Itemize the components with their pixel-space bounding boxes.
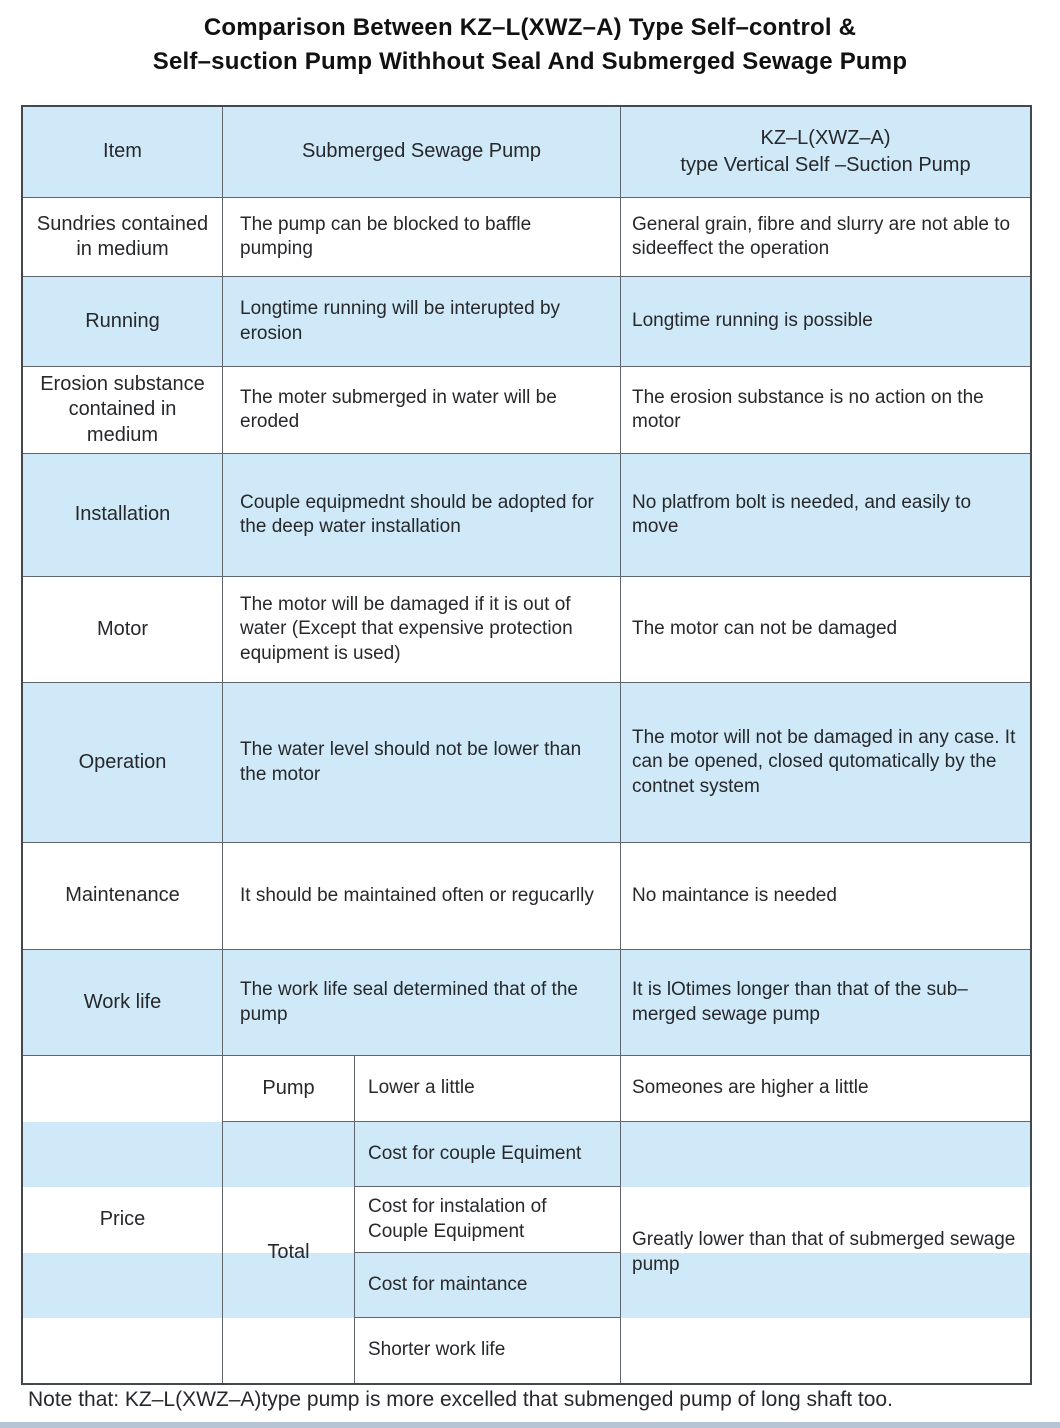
row-item-maintenance: [23, 843, 223, 950]
row-item-operation: [23, 683, 223, 843]
row-item-running: [23, 277, 223, 367]
cell-worklife-submerged: [223, 950, 621, 1056]
cell-text: Motor: [96, 617, 149, 640]
cell-text: The work life seal determined that of the pump: [240, 979, 578, 1025]
bottom-edge-bar: [0, 1422, 1060, 1428]
header-submerged-pump: [223, 107, 621, 198]
cell-sundries-submerged: [223, 198, 621, 277]
row-item-erosion: [23, 367, 223, 454]
cell-price-pump-kz: [621, 1056, 1030, 1122]
cell-worklife-kz: [621, 950, 1030, 1056]
cell-text: The moter submerged in water will be eroded: [240, 386, 557, 432]
cell-text: Running: [85, 309, 160, 332]
cell-maintenance-kz: [621, 843, 1030, 950]
cell-text: Installation: [74, 503, 171, 526]
cell-price-pump-submerged: [355, 1056, 621, 1122]
header-item: [23, 107, 223, 198]
comparison-table: [23, 107, 1030, 1383]
cell-running-submerged: [223, 277, 621, 367]
cell-text: Cost for instalation of Couple Equipment: [368, 1196, 547, 1242]
cell-text: Greatly lower than that of submerged sewage pump: [632, 1229, 1016, 1275]
cell-text: Cost for couple Equiment: [368, 1142, 582, 1164]
row-item-worklife: [23, 950, 223, 1056]
cell-text: General grain, fibre and slurry are not able to sideeffect the operation: [632, 213, 1011, 259]
cell-motor-kz: [621, 577, 1030, 683]
cell-cost-maintenance: [355, 1253, 621, 1318]
cell-text: It should be maintained often or regucarlly: [240, 884, 594, 906]
title-line1: Comparison Between KZ–L(XWZ–A) Type Self–control &: [203, 14, 857, 41]
cell-running-kz: [621, 277, 1030, 367]
cell-text: Couple equipmednt should be adopted for the deep water installation: [240, 491, 594, 537]
cell-text: Pump: [262, 1076, 315, 1099]
cell-installation-submerged: [223, 454, 621, 577]
cell-operation-kz: [621, 683, 1030, 843]
cell-text: Erosion substance contained in medium: [40, 372, 205, 446]
cell-text: The motor will be damaged if it is out of water (Except that expensive protection equipment is used): [240, 594, 573, 664]
cell-text: Lower a little: [368, 1077, 475, 1099]
cell-text: It is lOtimes longer than that of the sub–merged sewage pump: [632, 979, 968, 1025]
cell-text: No platfrom bolt is needed, and easily to move: [632, 491, 972, 537]
cell-erosion-submerged: [223, 367, 621, 454]
cell-shorter-work-life: [355, 1318, 621, 1383]
header-kz-line2: type Vertical Self –Suction Pump: [680, 154, 971, 176]
cell-cost-couple-equipment: [355, 1122, 621, 1187]
cell-price-total-kz: [621, 1122, 1030, 1383]
header-kz-pump: [621, 107, 1030, 198]
cell-text: The motor will not be damaged in any case. It can be opened, closed qutomatically by the contnet system: [632, 727, 1016, 797]
cell-text: Shorter work life: [368, 1339, 506, 1361]
cell-text: No maintance is needed: [632, 884, 837, 906]
header-kz-line1: KZ–L(XWZ–A): [760, 127, 891, 149]
header-kz-labels: [680, 125, 970, 179]
row-item-price: [23, 1056, 223, 1383]
title-line2: Self–suction Pump Withhout Seal And Submerged Sewage Pump: [152, 48, 908, 75]
row-item-installation: [23, 454, 223, 577]
cell-motor-submerged: [223, 577, 621, 683]
cell-text: Someones are higher a little: [632, 1077, 869, 1099]
cell-text: Work life: [83, 990, 162, 1013]
cell-text: Cost for maintance: [368, 1273, 528, 1295]
cell-sundries-kz: [621, 198, 1030, 277]
cell-cost-installation: [355, 1187, 621, 1253]
cell-text: Longtime running will be interupted by erosion: [240, 298, 561, 344]
cell-text: Operation: [78, 750, 167, 773]
header-submerged-label: Submerged Sewage Pump: [301, 140, 542, 163]
row-item-motor: [23, 577, 223, 683]
cell-text: Sundries contained in medium: [36, 212, 209, 260]
cell-text: Longtime running is possible: [632, 310, 873, 332]
cell-price-pump-label: [223, 1056, 355, 1122]
cell-erosion-kz: [621, 367, 1030, 454]
footnote: Note that: KZ–L(XWZ–A)type pump is more excelled that submenged pump of long shaft too.: [28, 1388, 893, 1411]
cell-text: The motor can not be damaged: [632, 618, 898, 640]
cell-text: Price: [99, 1207, 146, 1230]
cell-operation-submerged: [223, 683, 621, 843]
cell-price-total-label: [223, 1122, 355, 1383]
header-item-label: Item: [103, 140, 142, 163]
page-title: [0, 11, 1060, 79]
cell-text: The erosion substance is no action on the motor: [632, 386, 984, 432]
cell-text: The water level should not be lower than the motor: [240, 739, 582, 785]
cell-text: The pump can be blocked to baffle pumping: [240, 213, 532, 259]
cell-installation-kz: [621, 454, 1030, 577]
cell-text: Maintenance: [65, 884, 180, 907]
cell-text: Total: [267, 1240, 310, 1263]
row-item-sundries: [23, 198, 223, 277]
cell-maintenance-submerged: [223, 843, 621, 950]
